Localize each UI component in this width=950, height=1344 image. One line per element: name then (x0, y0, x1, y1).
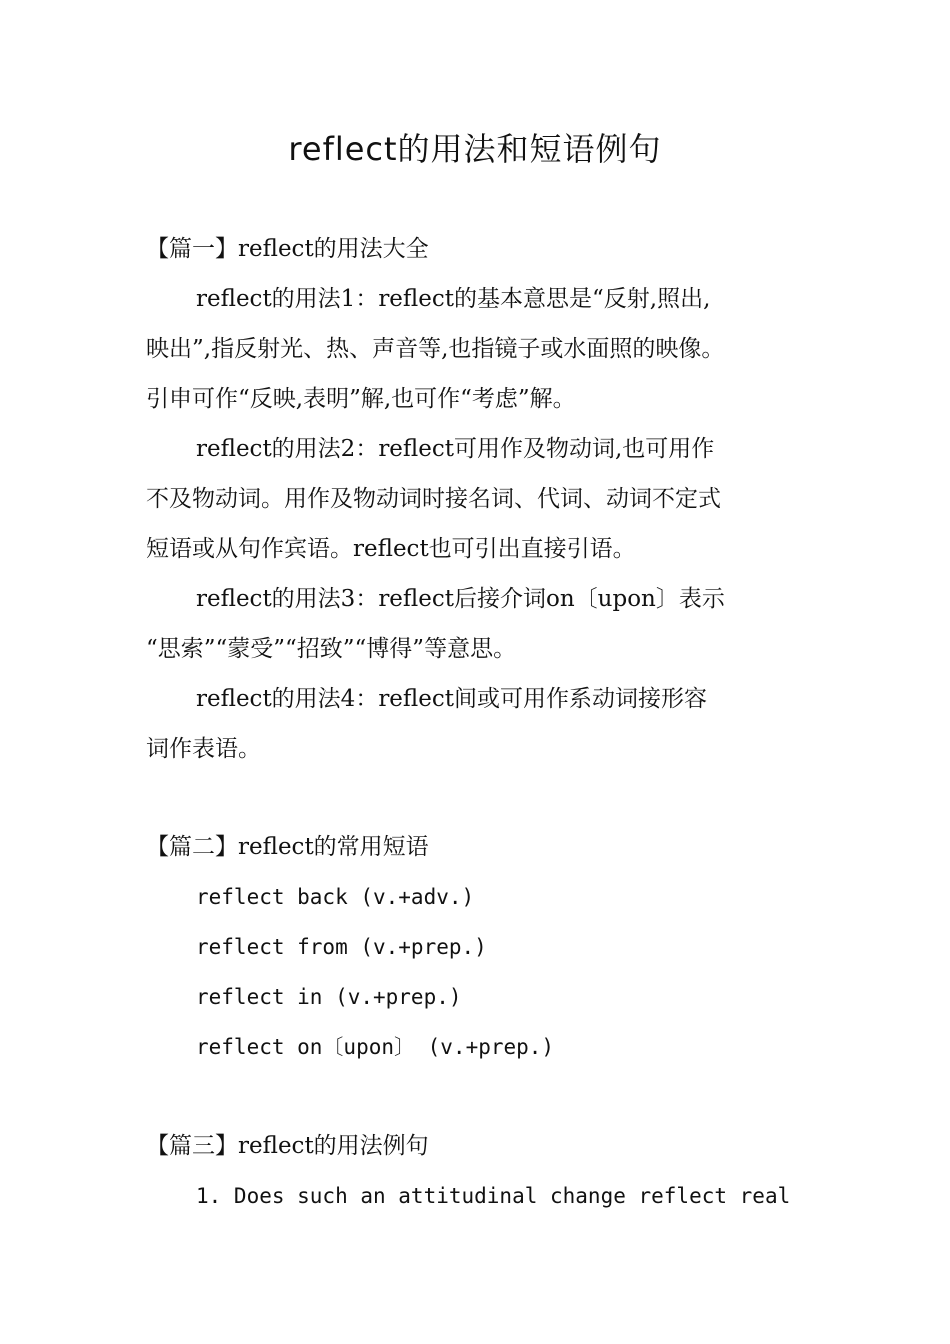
paragraph-line: reflect的用法1：reflect的基本意思是“反射,照出, (196, 286, 711, 312)
paragraph-line: reflect的用法2：reflect可用作及物动词,也可用作 (196, 436, 715, 462)
example-line: 1. Does such an attitudinal change reflect real (196, 1184, 791, 1208)
document-title: reflect的用法和短语例句 (288, 130, 662, 168)
paragraph-line: reflect的用法3：reflect后接介词on〔upon〕表示 (196, 586, 725, 612)
paragraph-line: “思索”“蒙受”“招致”“博得”等意思。 (146, 636, 517, 662)
phrase-line: reflect back (v.+adv.) (196, 885, 475, 909)
paragraph-line: reflect的用法4：reflect间或可用作系动词接形容 (196, 686, 707, 712)
paragraph-line: 词作表语。 (146, 736, 261, 762)
section-heading-3: 【篇三】reflect的用法例句 (146, 1133, 429, 1159)
phrase-line: reflect from (v.+prep.) (196, 935, 487, 959)
section-heading-1: 【篇一】reflect的用法大全 (146, 236, 429, 262)
paragraph-line: 映出”,指反射光、热、声音等,也指镜子或水面照的映像。 (146, 336, 725, 362)
phrase-line: reflect in (v.+prep.) (196, 985, 462, 1009)
paragraph-line: 引申可作“反映,表明”解,也可作“考虑”解。 (146, 386, 576, 412)
paragraph-line: 不及物动词。用作及物动词时接名词、代词、动词不定式 (146, 486, 721, 512)
section-heading-2: 【篇二】reflect的常用短语 (146, 834, 429, 860)
paragraph-line: 短语或从句作宾语。reflect也可引出直接引语。 (146, 536, 636, 562)
phrase-line: reflect on〔upon〕 (v.+prep.) (196, 1035, 555, 1059)
